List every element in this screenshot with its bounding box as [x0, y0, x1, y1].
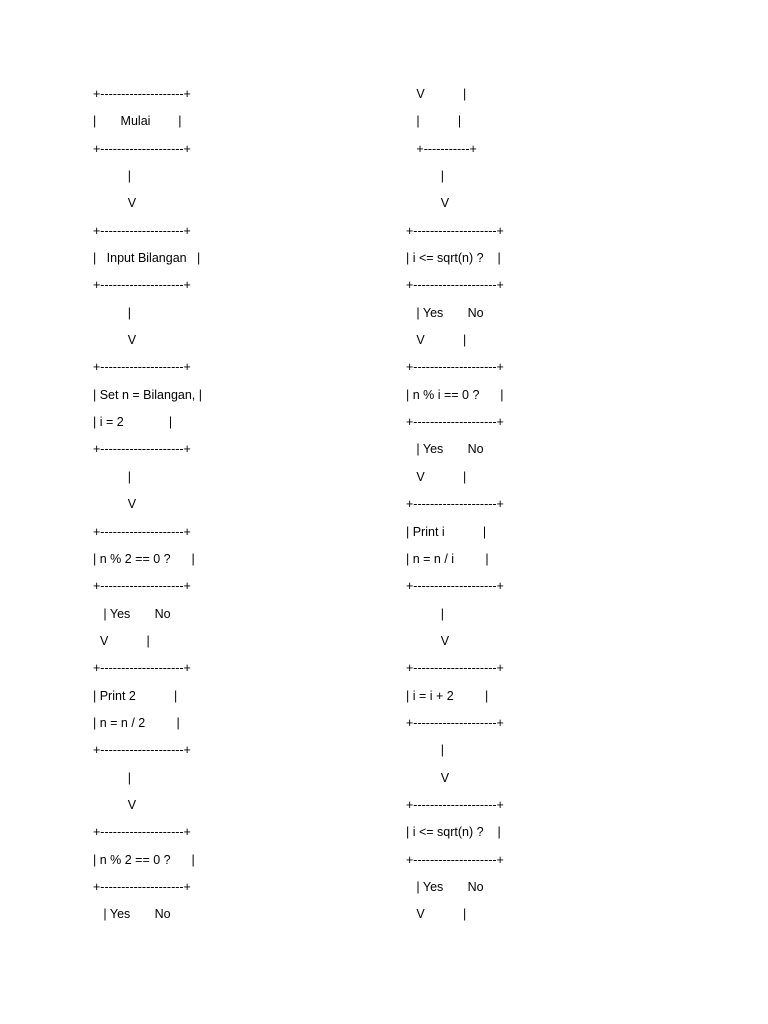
text-line: +--------------------+: [93, 442, 191, 457]
text-line: +--------------------+: [93, 579, 191, 594]
text-line: V: [93, 333, 137, 348]
text-line: +--------------------+: [406, 852, 504, 867]
text-line: +--------------------+: [406, 415, 504, 430]
text-line: V: [93, 797, 137, 812]
text-line: | i = i + 2 |: [406, 688, 489, 703]
text-line: | |: [406, 114, 462, 129]
text-line: | i <= sqrt(n) ? |: [406, 251, 501, 266]
text-line: | Print 2 |: [93, 688, 178, 703]
text-line: +--------------------+: [93, 661, 191, 676]
flowchart-right-column: [406, 81, 706, 929]
text-line: | Yes No: [406, 879, 484, 894]
text-line: | n = n / 2 |: [93, 715, 180, 730]
text-line: | Yes No: [406, 305, 484, 320]
text-line: +--------------------+: [406, 715, 504, 730]
text-line: | i = 2 |: [93, 415, 173, 430]
text-line: V |: [93, 633, 150, 648]
text-line: |: [93, 469, 131, 484]
text-line: +--------------------+: [406, 661, 504, 676]
text-line: | Yes No: [406, 442, 484, 457]
text-line: | n % i == 0 ? |: [406, 387, 504, 402]
text-line: V |: [406, 907, 467, 922]
text-line: V: [406, 770, 450, 785]
text-line: +--------------------+: [93, 879, 191, 894]
text-line: +--------------------+: [93, 825, 191, 840]
text-line: |: [93, 770, 131, 785]
text-line: | n % 2 == 0 ? |: [93, 551, 195, 566]
text-line: +--------------------+: [93, 87, 191, 101]
text-line: +--------------------+: [406, 360, 504, 375]
text-line: | Set n = Bilangan, |: [93, 387, 202, 402]
text-line: +--------------------+: [93, 141, 191, 156]
text-line: +--------------------+: [406, 797, 504, 812]
text-line: +--------------------+: [406, 497, 504, 512]
text-line: | n = n / i |: [406, 551, 489, 566]
text-line: V |: [406, 333, 467, 348]
text-line: +--------------------+: [93, 360, 191, 375]
text-line: |: [406, 169, 444, 184]
text-line: V |: [406, 469, 467, 484]
text-line: +--------------------+: [93, 223, 191, 238]
text-line: +-----------+: [406, 141, 477, 156]
text-line: +--------------------+: [93, 743, 191, 758]
text-line: V: [406, 196, 450, 211]
flowchart-left-column: [93, 81, 393, 929]
text-line: +--------------------+: [93, 524, 191, 539]
text-line: V: [93, 196, 137, 211]
text-line: |: [406, 606, 444, 621]
text-line: V: [93, 497, 137, 512]
text-line: +--------------------+: [93, 278, 191, 293]
text-line: | Print i |: [406, 524, 487, 539]
text-line: | Mulai |: [93, 114, 182, 129]
text-line: |: [406, 743, 444, 758]
text-line: | Input Bilangan |: [93, 251, 201, 266]
text-line: V |: [406, 87, 467, 101]
text-line: | Yes No: [93, 606, 171, 621]
text-line: | Yes No: [93, 907, 171, 922]
text-line: | i <= sqrt(n) ? |: [406, 825, 501, 840]
text-line: |: [93, 305, 131, 320]
text-line: +--------------------+: [406, 223, 504, 238]
text-line: | n % 2 == 0 ? |: [93, 852, 195, 867]
text-line: |: [93, 169, 131, 184]
text-line: +--------------------+: [406, 278, 504, 293]
text-line: V: [406, 633, 450, 648]
text-line: +--------------------+: [406, 579, 504, 594]
